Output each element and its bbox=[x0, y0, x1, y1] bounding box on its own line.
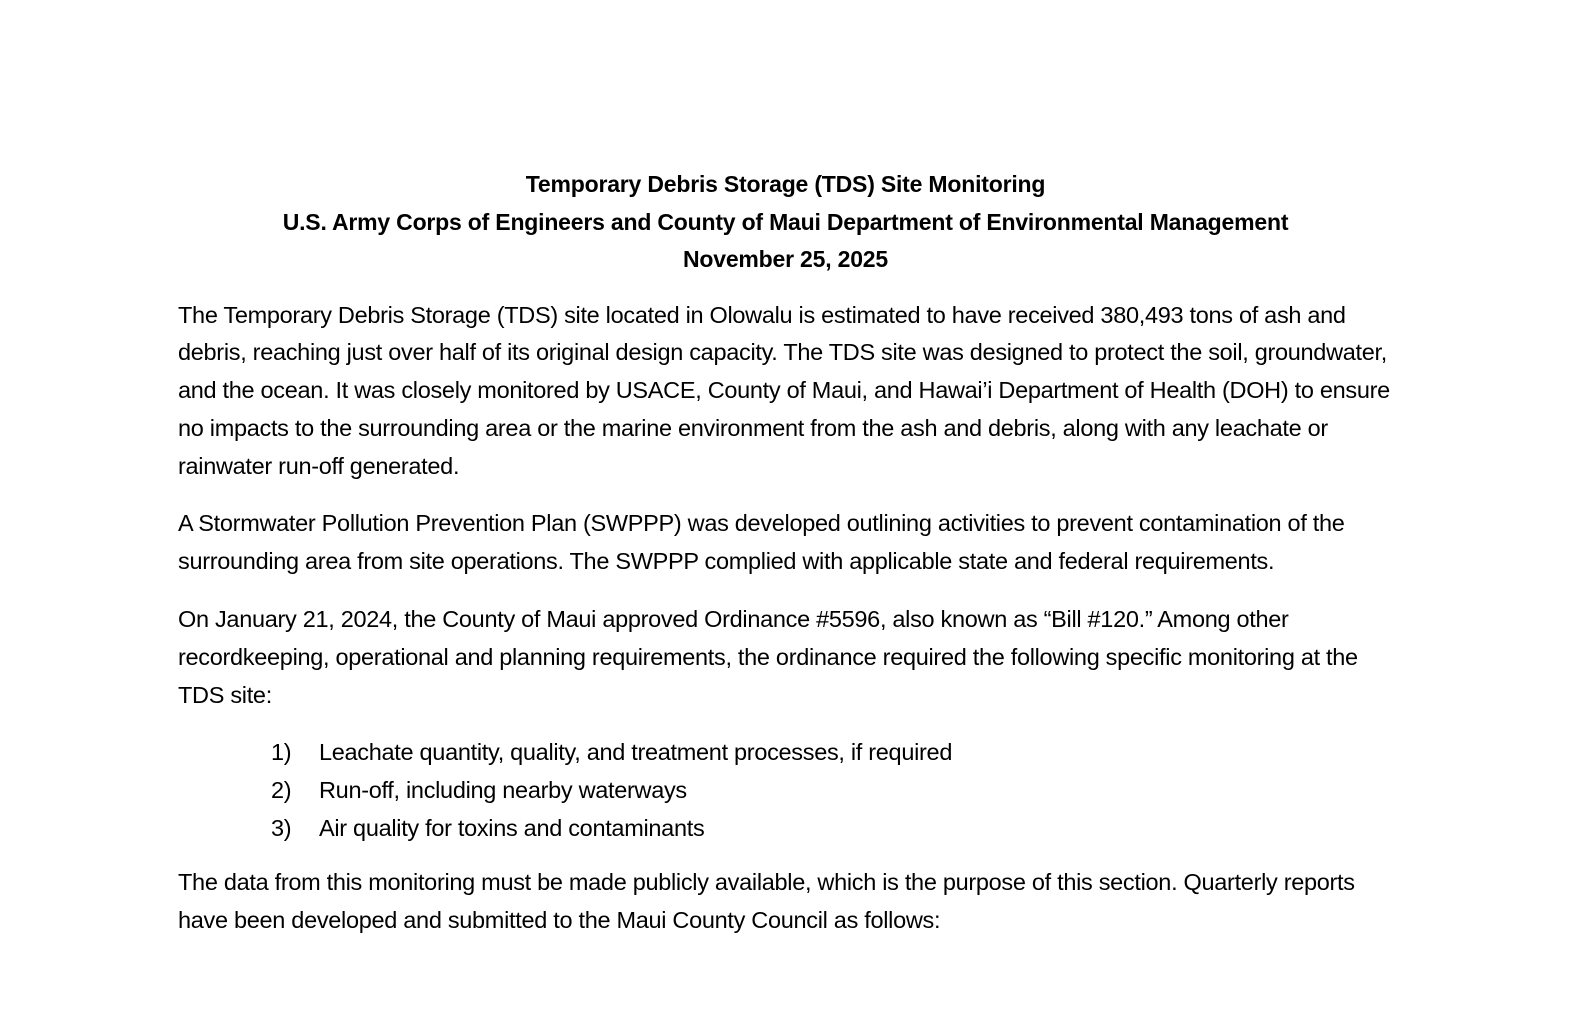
list-item-text: Leachate quantity, quality, and treatment processes, if required bbox=[319, 739, 953, 766]
document-subtitle: U.S. Army Corps of Engineers and County of Maui Department of Environmental Management bbox=[282, 208, 1289, 235]
paragraph-swppp: A Stormwater Pollution Prevention Plan (SWPPP) was developed outlining activities to prevent contamination of the surrounding area from site operations. The SWPPP complied with applicable state and federal requirements. bbox=[178, 510, 1345, 575]
monitoring-requirements-list bbox=[178, 734, 1393, 847]
list-item-number: 1) bbox=[271, 739, 292, 766]
paragraph-public-data: The data from this monitoring must be made publicly available, which is the purpose of this section. Quarterly reports have been developed and submitted to the Maui County Council as follows: bbox=[178, 868, 1355, 933]
paragraph-tds-overview: The Temporary Debris Storage (TDS) site located in Olowalu is estimated to have received 380,493 tons of ash and debris, reaching just over half of its original design capacity. The TDS site was designed to protect the soil, groundwater, and the ocean. It was closely monitored by USACE, County of Maui, and Hawai’i Department of Health (DOH) to ensure no impacts to the surrounding area or the marine environment from the ash and debris, along with any leachate or rainwater run-off generated. bbox=[178, 301, 1390, 479]
list-item bbox=[178, 810, 1393, 848]
document-title: Temporary Debris Storage (TDS) Site Monitoring bbox=[525, 171, 1046, 197]
list-item bbox=[178, 734, 1393, 772]
paragraph-ordinance: On January 21, 2024, the County of Maui approved Ordinance #5596, also known as “Bill #120.” Among other recordkeeping, operational and planning requirements, the ordinance required the following specific monitoring at the TDS site: bbox=[178, 606, 1358, 708]
list-item-text: Air quality for toxins and contaminants bbox=[319, 815, 705, 842]
document-header bbox=[178, 166, 1393, 279]
list-item-number: 3) bbox=[271, 815, 292, 842]
list-item bbox=[178, 772, 1393, 810]
list-item-text: Run-off, including nearby waterways bbox=[319, 777, 687, 804]
list-item-number: 2) bbox=[271, 777, 292, 804]
document-page bbox=[178, 166, 1393, 939]
document-date: November 25, 2025 bbox=[682, 246, 888, 272]
